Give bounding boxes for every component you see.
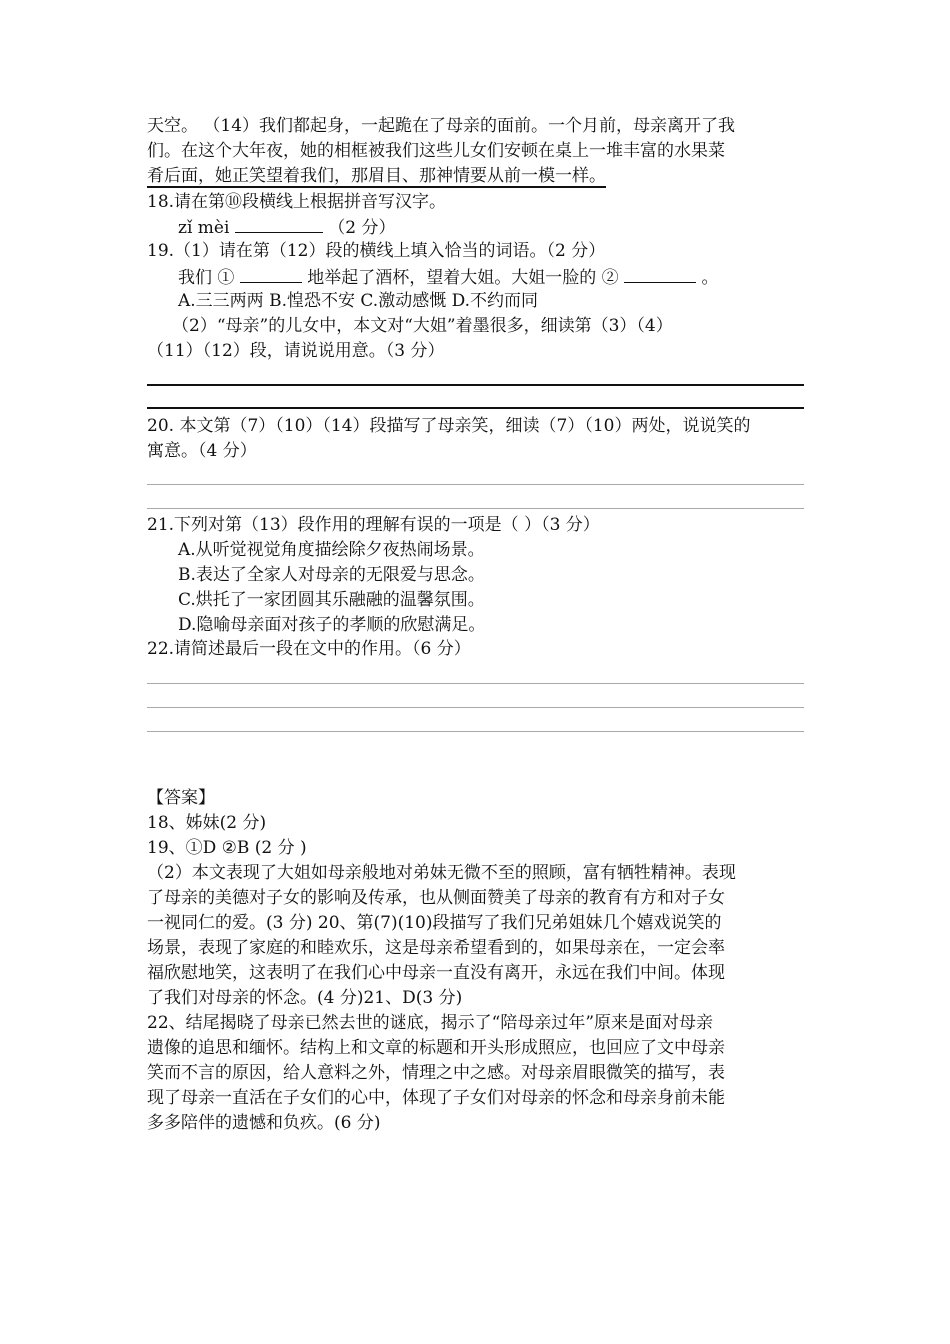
answer-line: 18、姊妹(2 分)	[147, 813, 267, 833]
q19-part2-line-1: （2）“母亲”的儿女中，本文对“大姐”着墨很多，细读第（3）（4）	[172, 316, 673, 336]
q19-stem: 19.（1）请在第（12）段的横线上填入恰当的词语。（2 分）	[147, 241, 606, 261]
answer-line: 了母亲的美德对子女的影响及传承，也从侧面赞美了母亲的教育有方和对子女	[147, 888, 725, 908]
answer-line: 福欣慰地笑，这表明了在我们心中母亲一直没有离开，永远在我们中间。体现	[147, 963, 725, 983]
passage-line-3	[147, 164, 606, 188]
q20-line-1: 20. 本文第（7）（10）（14）段描写了母亲笑，细读（7）（10）两处，说说笑的	[147, 416, 751, 436]
q18-answer-line	[178, 214, 395, 240]
passage-line-2: 们。在这个大年夜，她的相框被我们这些儿女们安顿在桌上一堆丰富的水果菜	[147, 141, 725, 161]
answer-line: （2）本文表现了大姐如母亲般地对弟妹无微不至的照顾，富有牺牲精神。表现	[147, 863, 736, 883]
q21-stem: 21.下列对第（13）段作用的理解有误的一项是（ ）（3 分）	[147, 515, 600, 535]
answer-line: 22、结尾揭晓了母亲已然去世的谜底，揭示了“陪母亲过年”原来是面对母亲	[147, 1013, 714, 1033]
answer-line: 了我们对母亲的怀念。(4 分)21、D(3 分)	[147, 988, 463, 1008]
q19-answer-rule-2[interactable]	[147, 407, 804, 409]
q20-line-2: 寓意。（4 分）	[147, 441, 257, 461]
q19-options: A.三三两两 B.惶恐不安 C.激动感慨 D.不约而同	[178, 291, 539, 311]
q19-fill-line	[178, 264, 718, 290]
q19-fill-b: 地举起了酒杯，望着大姐。大姐一脸的 ②	[307, 268, 619, 288]
q21-option-b: B.表达了全家人对母亲的无限爱与思念。	[178, 565, 485, 585]
q18-stem: 18.请在第⑩段横线上根据拼音写汉字。	[147, 192, 447, 212]
q20-answer-rule-2[interactable]	[147, 508, 804, 509]
answers-heading: 【答案】	[147, 788, 215, 808]
passage-line-3-text: 肴后面，她正笑望着我们，那眉目、那神情要从前一模一样。	[147, 166, 606, 186]
answer-line: 一视同仁的爱。(3 分) 20、第(7)(10)段描写了我们兄弟姐妹几个嬉戏说笑的	[147, 913, 722, 933]
answer-line: 笑而不言的原因，给人意料之外，情理之中之感。对母亲眉眼微笑的描写，表	[147, 1063, 725, 1083]
q18-blank[interactable]	[235, 214, 323, 233]
answer-line: 19、①D ②B (2 分 )	[147, 838, 307, 858]
q21-option-a: A.从听觉视觉角度描绘除夕夜热闹场景。	[178, 540, 485, 560]
q19-blank-1[interactable]	[240, 264, 302, 283]
q19-blank-2[interactable]	[624, 264, 696, 283]
answer-line: 多多陪伴的遗憾和负疚。(6 分)	[147, 1113, 381, 1133]
q18-pinyin: zǐ mèi	[178, 218, 230, 238]
q19-fill-a: 我们 ①	[178, 268, 235, 288]
answer-line: 现了母亲一直活在子女们的心中，体现了子女们对母亲的怀念和母亲身前未能	[147, 1088, 725, 1108]
q21-option-c: C.烘托了一家团圆其乐融融的温馨氛围。	[178, 590, 485, 610]
q19-part2-line-2: （11）（12）段，请说说用意。（3 分）	[147, 341, 445, 361]
passage-line-1: 天空。 （14）我们都起身，一起跪在了母亲的面前。一个月前，母亲离开了我	[147, 116, 736, 136]
q19-answer-rule-1[interactable]	[147, 384, 804, 386]
q22-answer-rule-3[interactable]	[147, 731, 804, 732]
q22-answer-rule-1[interactable]	[147, 683, 804, 684]
q22-answer-rule-2[interactable]	[147, 707, 804, 708]
q21-option-d: D.隐喻母亲面对孩子的孝顺的欣慰满足。	[178, 615, 486, 635]
q22-stem: 22.请简述最后一段在文中的作用。（6 分）	[147, 639, 471, 659]
answer-line: 遗像的追思和缅怀。结构上和文章的标题和开头形成照应，也回应了文中母亲	[147, 1038, 725, 1058]
answer-line: 场景，表现了家庭的和睦欢乐，这是母亲希望看到的，如果母亲在，一定会率	[147, 938, 725, 958]
q19-fill-c: 。	[701, 268, 719, 288]
q20-answer-rule-1[interactable]	[147, 484, 804, 485]
q18-score: （2 分）	[328, 218, 396, 238]
